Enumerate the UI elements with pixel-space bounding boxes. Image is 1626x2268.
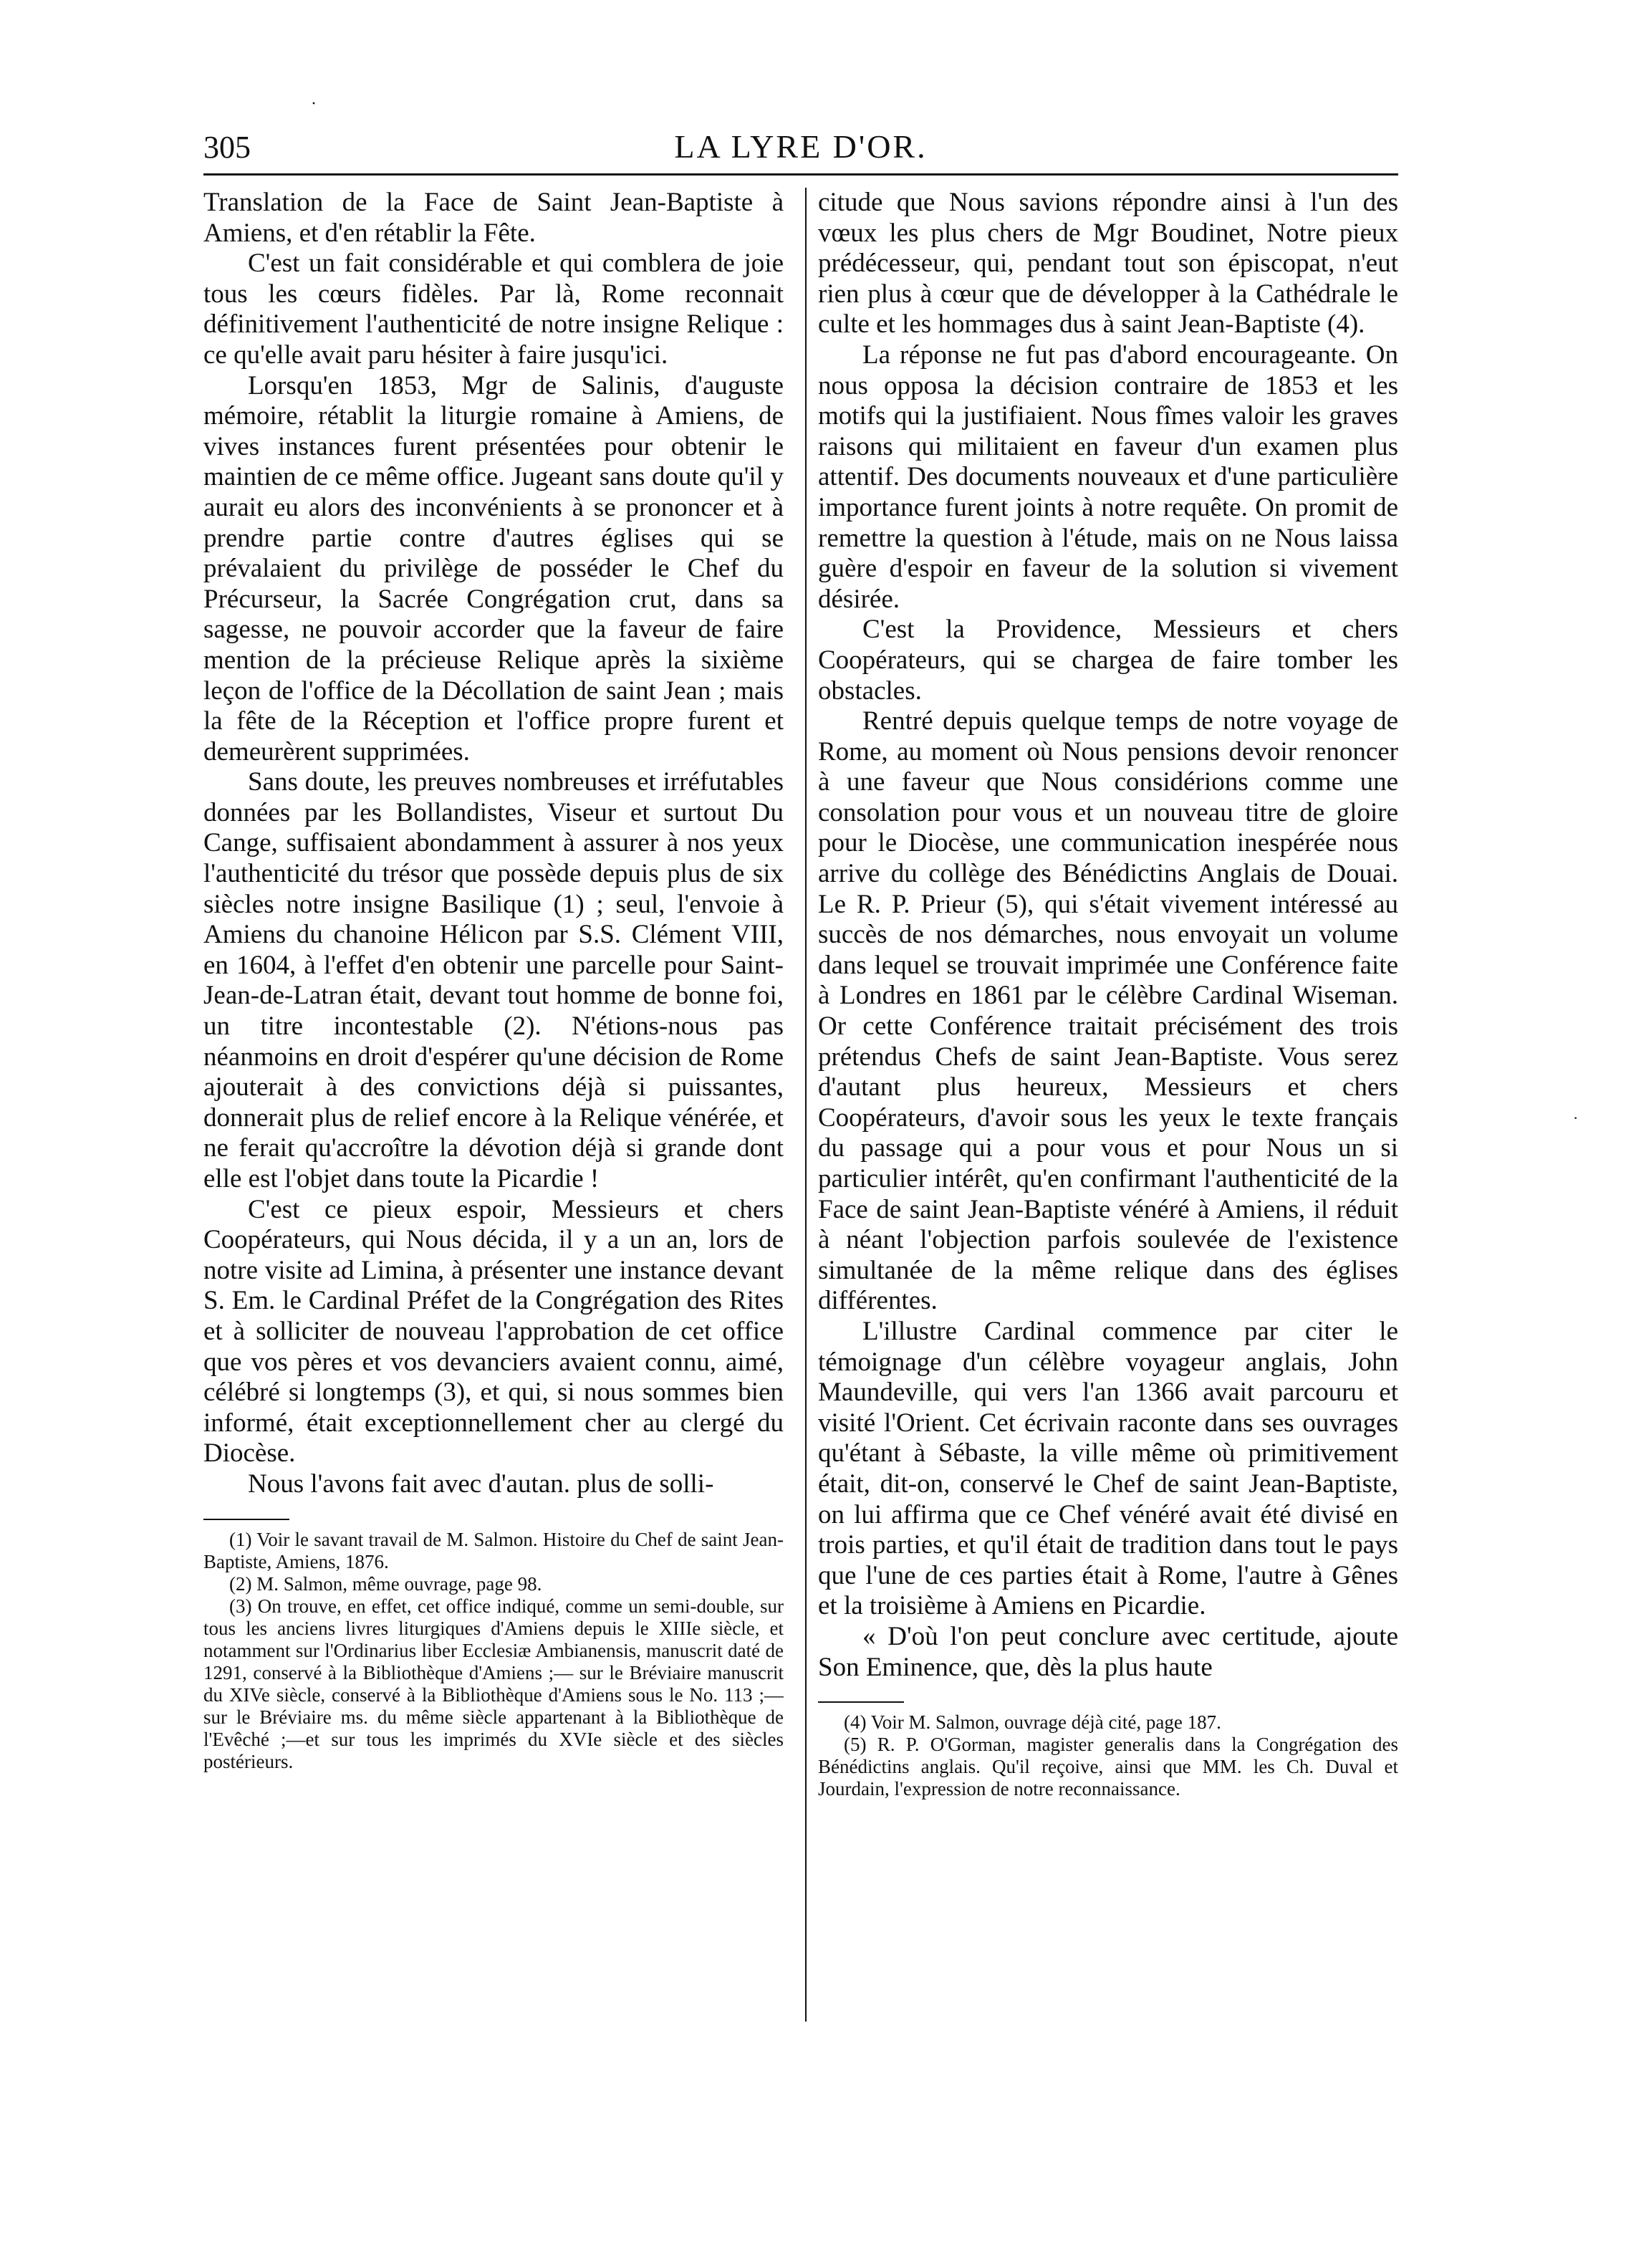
footnote: (5) R. P. O'Gorman, magister generalis dans la Congrégation des Bénédictins anglais. Qu'il reçoive, ainsi que MM. les Ch. Duval et Jourdain, l'expression de notre reconnaissance. [818,1734,1398,1800]
footnote: (4) Voir M. Salmon, ouvrage déjà cité, page 187. [844,1711,1221,1734]
footnote-rule [203,1519,289,1520]
footnote-rule [818,1701,904,1703]
paragraph: Sans doute, les preuves nombreuses et irréfutables données par les Bollandistes, Viseur et surtout Du Cange, suffisaient abondamment à assurer à nos yeux l'authenticité du trésor que possède depuis plus de six siècles notre insigne Basilique (1) ; seul, l'envoie à Amiens du chanoine Hélicon par S.S. Clément VIII, en 1604, à l'effet d'en obtenir une parcelle pour Saint-Jean-de-Latran était, devant tout homme de bonne foi, un titre incontestable (2). N'étions-nous pas néanmoins en droit d'espérer qu'une décision de Rome ajouterait à des convictions déjà si puissantes, donnerait plus de relief encore à la Relique vénérée, et ne ferait qu'accroître la dévotion déjà si grande dont elle est l'objet dans toute la Picardie ! [203,767,784,1193]
right-footnotes [818,1711,1398,1800]
paragraph: C'est un fait considérable et qui comblera de joie tous les cœurs fidèles. Par là, Rome reconnait définitivement l'authenticité de notre insigne Relique : ce qu'elle avait paru hésiter à faire jusqu'ici. [203,249,784,370]
paragraph: L'illustre Cardinal commence par citer le témoignage d'un célèbre voyageur anglais, John Maundeville, qui vers l'an 1366 avait parcouru et visité l'Orient. Cet écrivain raconte dans ses ouvrages qu'étant à Sébaste, la ville même où primitivement était, dit-on, conservé le Chef de saint Jean-Baptiste, on lui affirma que ce Chef vénéré avait été divisé en trois parties, et qu'il était de tradition dans tout le pays que l'une de ces parties était à Rome, l'autre à Gênes et la troisième à Amiens en Picardie. [818,1316,1398,1621]
paragraph: citude que Nous savions répondre ainsi à l'un des vœux les plus chers de Mgr Boudinet, Notre pieux prédécesseur, qui, pendant tout son épiscopat, n'eut rien plus à cœur que de développer à la Cathédrale le culte et les hommages dus à saint Jean-Baptiste (4). [818,188,1398,340]
running-title: LA LYRE D'OR. [674,128,928,165]
footnote: (2) M. Salmon, même ouvrage, page 98. [229,1572,542,1595]
paragraph: Rentré depuis quelque temps de notre voyage de Rome, au moment où Nous pensions devoir renoncer à une faveur que Nous considérions comme une consolation pour vous et un nouveau titre de gloire pour le Diocèse, une communication inespérée nous arrive du collège des Bénédictins Anglais de Douai. Le R. P. Prieur (5), qui s'était vivement intéressé au succès de nos démarches, nous envoyait un volume dans lequel se trouvait imprimée une Conférence faite à Londres en 1861 par le célèbre Cardinal Wiseman. Or cette Conférence traitait précisément des trois prétendus Chefs de saint Jean-Baptiste. Vous serez d'autant plus heureux, Messieurs et chers Coopérateurs, d'avoir sous les yeux le texte français du passage qui a pour vous et pour Nous un si particulier intérêt, qu'en confirmant l'authenticité de la Face de saint Jean-Baptiste vénéré à Amiens, il réduit à néant l'objection parfois soulevée de l'existence simultanée de la même relique dans des églises différentes. [818,706,1398,1316]
left-footnotes [203,1529,784,1773]
page-number: 305 [203,130,251,165]
column-divider [805,188,807,2022]
paragraph: C'est la Providence, Messieurs et chers Coopérateurs, qui se chargea de faire tomber les obstacles. [818,615,1398,706]
left-column [203,188,784,2172]
footnote: (1) Voir le savant travail de M. Salmon. Histoire du Chef de saint Jean-Baptiste, Amiens, 1876. [203,1528,784,1572]
paragraph: Nous l'avons fait avec d'autan. plus de solli- [248,1469,714,1499]
paragraph: Lorsqu'en 1853, Mgr de Salinis, d'auguste mémoire, rétablit la liturgie romaine à Amiens, de vives instances furent présentées pour obtenir le maintien de ce même office. Jugeant sans doute qu'il y aurait eu alors des inconvénients à se prononcer et à prendre partie contre d'autres églises qui se prévalaient du privilège de posséder le Chef du Précurseur, la Sacrée Congrégation crut, dans sa sagesse, ne pouvoir accorder que la faveur de faire mention de la précieuse Relique après la sixième leçon de l'office de la Décollation de saint Jean ; mais la fête de la Réception et l'office propre furent et demeurèrent supprimées. [203,370,784,767]
paragraph: « D'où l'on peut conclure avec certitude, ajoute Son Eminence, que, dès la plus haute [818,1621,1398,1682]
paragraph: Translation de la Face de Saint Jean-Baptiste à Amiens, et d'en rétablir la Fête. [203,188,784,248]
stray-mark: · [311,95,317,113]
paragraph: La réponse ne fut pas d'abord encourageante. On nous opposa la décision contraire de 1853 et les motifs qui la justifiaient. Nous fîmes valoir les graves raisons qui militaient en faveur d'un examen plus attentif. Des documents nouveaux et d'une particulière importance furent joints à notre requête. On promit de remettre la question à l'étude, mais on ne Nous laissa guère d'espoir en faveur de la solution si vivement désirée. [818,340,1398,614]
margin-mark: · [1573,1109,1579,1127]
right-column [818,188,1398,2172]
left-body-text [203,188,784,1500]
right-body-text [818,188,1398,1683]
running-header [203,128,1398,176]
paragraph: C'est ce pieux espoir, Messieurs et chers Coopérateurs, qui Nous décida, il y a un an, lors de notre visite ad Limina, à présenter une instance devant S. Em. le Cardinal Préfet de la Congrégation des Rites et à solliciter de nouveau l'approbation de cet office que vos pères et vos devanciers avaient connu, aimé, célébré si longtemps (3), et qui, si nous sommes bien informé, était exceptionnellement cher au clergé du Diocèse. [203,1194,784,1469]
footnote: (3) On trouve, en effet, cet office indiqué, comme un semi-double, sur tous les anciens livres liturgiques d'Amiens depuis le XIIIe siècle, et notamment sur l'Ordinarius liber Ecclesiæ Ambianensis, manuscrit daté de 1291, conservé à la Bibliothèque d'Amiens ;— sur le Bréviaire manuscrit du XIVe siècle, conservé à la Bibliothèque d'Amiens sous le No. 113 ;—sur le Bréviaire ms. du même siècle appartenant à la Bibliothèque de l'Evêché ;—et sur tous les imprimés du XVIe siècle et des siècles postérieurs. [203,1595,784,1772]
